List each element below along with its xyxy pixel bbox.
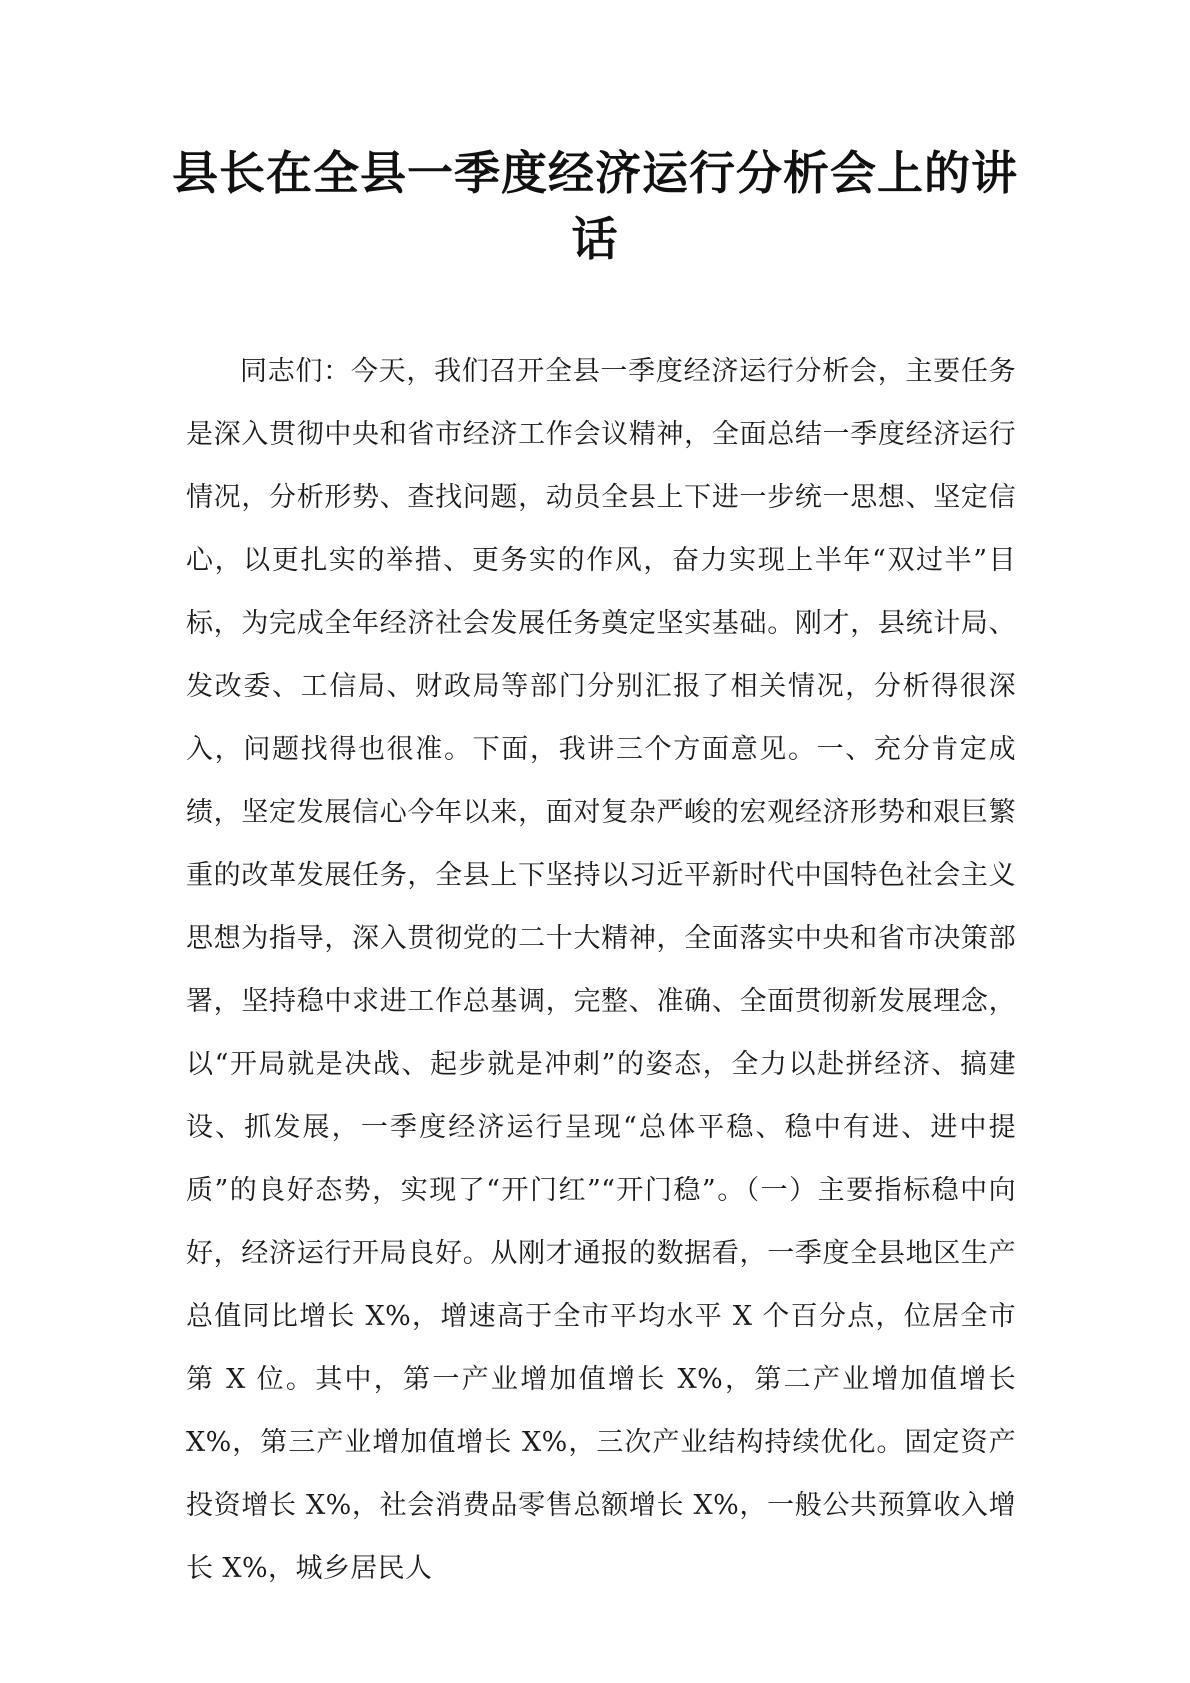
document-title: 县长在全县一季度经济运行分析会上的讲话 (172, 146, 1018, 266)
body-paragraph: 同志们：今天，我们召开全县一季度经济运行分析会，主要任务是深入贯彻中央和省市经济工作会议精神，全面总结一季度经济运行情况，分析形势、查找问题，动员全县上下进一步统一思想、坚定信心，以更扎实的举措、更务实的作风，奋力实现上半年“双过半”目标，为完成全年经济社会发展任务奠定坚实基础。刚才，县统计局、发改委、工信局、财政局等部门分别汇报了相关情况，分析得很深入，问题找得也很准。下面，我讲三个方面意见。一、充分肯定成绩，坚定发展信心今年以来，面对复杂严峻的宏观经济形势和艰巨繁重的改革发展任务，全县上下坚持以习近平新时代中国特色社会主义思想为指导，深入贯彻党的二十大精神，全面落实中央和省市决策部署，坚持稳中求进工作总基调，完整、准确、全面贯彻新发展理念，以“开局就是决战、起步就是冲刺”的姿态，全力以赴拼经济、搞建设、抓发展，一季度经济运行呈现“总体平稳、稳中有进、进中提质”的良好态势，实现了“开门红”“开门稳”。（一）主要指标稳中向好，经济运行开局良好。从刚才通报的数据看，一季度全县地区生产总值同比增长 X%，增速高于全市平均水平 X 个百分点，位居全市第 X 位。其中，第一产业增加值增长 X%，第二产业增加值增长 X%，第三产业增加值增长 X%，三次产业结构持续优化。固定资产投资增长 X%，社会消费品零售总额增长 X%，一般公共预算收入增长 X%，城乡居民人 (186, 356, 1016, 1584)
